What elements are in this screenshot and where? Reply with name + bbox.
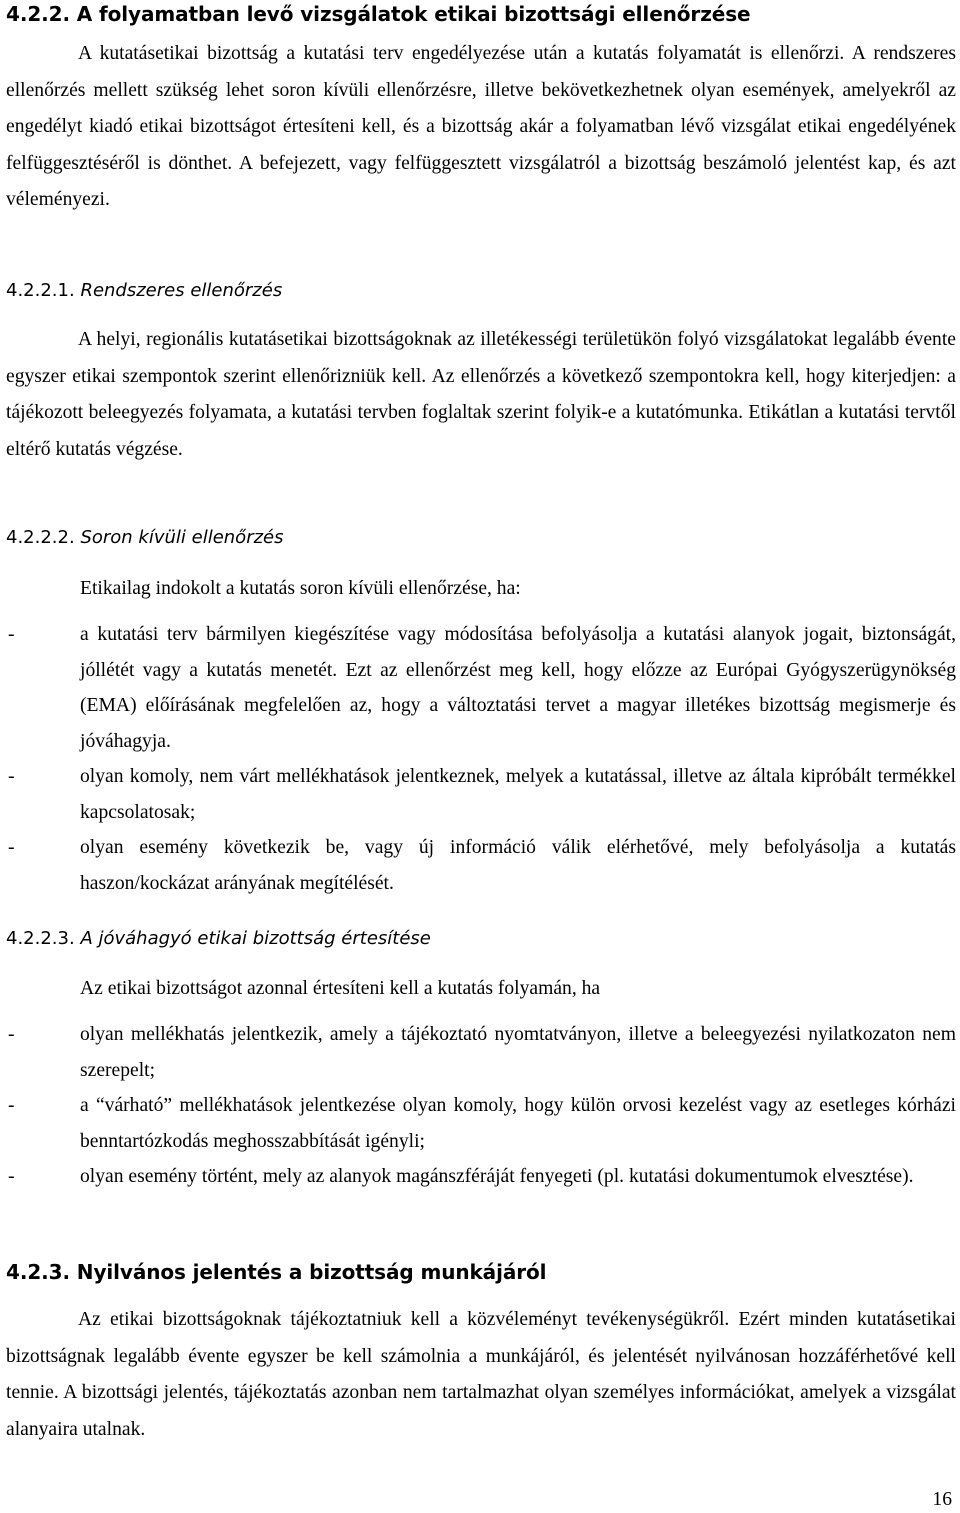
list-item-text: olyan mellékhatás jelentkezik, amely a tájékoztató nyomtatványon, illetve a beleegyezési nyilatkozaton nem szerepelt; bbox=[80, 1024, 956, 1081]
list-bullet: - bbox=[8, 1095, 15, 1116]
page-number: 16 bbox=[932, 1489, 952, 1510]
section-heading-4-2-3: 4.2.3. Nyilvános jelentés a bizottság munkájáról bbox=[6, 1260, 547, 1284]
list-item-text: olyan komoly, nem várt mellékhatások jelentkeznek, melyek a kutatással, illetve az általa kipróbált termékkel kapcsolatosak; bbox=[80, 766, 956, 823]
list-bullet: - bbox=[8, 766, 15, 787]
section-4-2-2-paragraph: A kutatásetikai bizottság a kutatási terv engedélyezése után a kutatás folyamatát is ellenőrzi. A rendszeres ellenőrzés mellett szükség lehet soron kívüli ellenőrzésre, illetve bekövetkezhetnek olyan események, amelyekről az engedélyt kiadó etikai bizottságot értesíteni kell, és a bizottság akár a folyamatban lévő vizsgálat etikai engedélyének felfüggesztéséről is dönthet. A befejezett, vagy felfüggesztett vizsgálatról a bizottság beszámoló jelentést kap, és azt véleményezi. bbox=[6, 43, 956, 210]
list-item bbox=[6, 830, 956, 901]
subsection-number: 4.2.2.3. bbox=[6, 928, 75, 949]
list-bullet: - bbox=[8, 1024, 15, 1045]
list-item bbox=[6, 1088, 956, 1159]
list-bullet: - bbox=[8, 1166, 15, 1187]
subsection-title: Soron kívüli ellenőrzés bbox=[80, 527, 284, 548]
section-4-2-2-2-intro: Etikailag indokolt a kutatás soron kívüli ellenőrzése, ha: bbox=[80, 578, 521, 599]
subsection-heading-4-2-2-3 bbox=[6, 928, 431, 949]
document-page bbox=[6, 0, 956, 1513]
list-item bbox=[6, 1159, 956, 1195]
section-4-2-2-1-paragraph: A helyi, regionális kutatásetikai bizottságoknak az illetékességi területükön folyó vizsgálatokat legalább évente egyszer etikai szempontok szerint ellenőrizniük kell. Az ellenőrzés a következő szempontokra kell, hogy kiterjedjen: a tájékozott beleegyezés folyamata, a kutatási tervben foglaltak szerint folyik-e a kutatómunka. Etikátlan a kutatási tervtől eltérő kutatás végzése. bbox=[6, 329, 956, 460]
section-4-2-2-3-list bbox=[6, 1017, 956, 1195]
section-4-2-3-paragraph: Az etikai bizottságoknak tájékoztatniuk kell a közvéleményt tevékenységükről. Ezért minden kutatásetikai bizottságnak legalább évente egyszer be kell számolnia a munkájáról, és jelentését nyilvánosan hozzáférhetővé kell tennie. A bizottsági jelentés, tájékoztatás azonban nem tartalmazhat olyan személyes információkat, amelyek a vizsgálat alanyaira utalnak. bbox=[6, 1309, 956, 1440]
list-item bbox=[6, 617, 956, 759]
subsection-title: A jóváhagyó etikai bizottság értesítése bbox=[80, 928, 431, 949]
list-item bbox=[6, 759, 956, 830]
subsection-number: 4.2.2.2. bbox=[6, 527, 75, 548]
subsection-number: 4.2.2.1. bbox=[6, 280, 75, 301]
section-4-2-2-2-list bbox=[6, 617, 956, 901]
list-bullet: - bbox=[8, 837, 15, 858]
section-heading-4-2-2: 4.2.2. A folyamatban levő vizsgálatok etikai bizottsági ellenőrzése bbox=[6, 2, 751, 26]
list-item-text: olyan esemény történt, mely az alanyok magánszféráját fenyegeti (pl. kutatási dokumentumok elvesztése). bbox=[80, 1166, 914, 1187]
list-item bbox=[6, 1017, 956, 1088]
list-item-text: a kutatási terv bármilyen kiegészítése vagy módosítása befolyásolja a kutatási alanyok jogait, biztonságát, jóllétét vagy a kutatás menetét. Ezt az ellenőrzést meg kell, hogy előzze az Európai Gyógyszerügynökség (EMA) előírásának megfelelően az, hogy a változtatási tervet a magyar illetékes bizottság megismerje és jóváhagyja. bbox=[80, 624, 956, 752]
list-bullet: - bbox=[8, 624, 15, 645]
list-item-text: olyan esemény következik be, vagy új információ válik elérhetővé, mely befolyásolja a kutatás haszon/kockázat arányának megítélését. bbox=[80, 837, 956, 894]
subsection-heading-4-2-2-2 bbox=[6, 527, 284, 548]
section-4-2-2-3-intro: Az etikai bizottságot azonnal értesíteni kell a kutatás folyamán, ha bbox=[80, 978, 601, 999]
subsection-heading-4-2-2-1 bbox=[6, 280, 282, 301]
subsection-title: Rendszeres ellenőrzés bbox=[80, 280, 283, 301]
list-item-text: a “várható” mellékhatások jelentkezése olyan komoly, hogy külön orvosi kezelést vagy az esetleges kórházi benntartózkodás meghosszabbítását igényli; bbox=[80, 1095, 956, 1152]
